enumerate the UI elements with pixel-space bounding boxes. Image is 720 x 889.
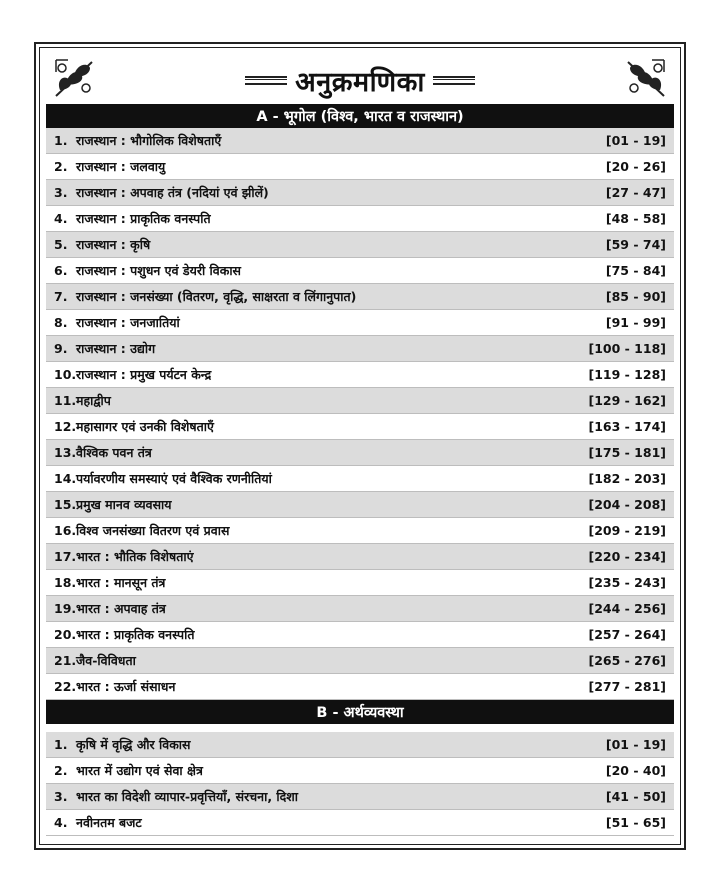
economy-list — [46, 732, 674, 836]
item-num: 1. — [54, 133, 68, 148]
list-item — [46, 518, 674, 544]
item-num: 9. — [54, 341, 68, 356]
item-range: [75 - 84] — [605, 263, 666, 278]
item-label: भारत का विदेशी व्यापार-प्रवृत्तियाँ, संरचना, दिशा — [76, 789, 299, 804]
list-item — [46, 388, 674, 414]
item-range: [257 - 264] — [588, 627, 666, 642]
list-item — [46, 310, 674, 336]
item-num: 18. — [54, 575, 77, 590]
item-num: 7. — [54, 289, 68, 304]
item-label: राजस्थान : जनसंख्या (वितरण, वृद्धि, साक्षरता व लिंगानुपात) — [76, 289, 357, 304]
list-item — [46, 258, 674, 284]
item-num: 10. — [54, 367, 77, 382]
item-range: [209 - 219] — [588, 523, 666, 538]
title-row — [46, 52, 674, 108]
item-num: 17. — [54, 549, 77, 564]
item-num: 15. — [54, 497, 77, 512]
section-header-economy: B - अर्थव्यवस्था — [46, 700, 674, 724]
item-num: 14. — [54, 471, 77, 486]
item-label: भारत में उद्योग एवं सेवा क्षेत्र — [76, 763, 203, 778]
item-num: 6. — [54, 263, 68, 278]
item-label: राजस्थान : प्राकृतिक वनस्पति — [76, 211, 211, 226]
item-num: 2. — [54, 763, 68, 778]
item-label: राजस्थान : पशुधन एवं डेयरी विकास — [76, 263, 242, 278]
list-item — [46, 596, 674, 622]
item-label: राजस्थान : जनजातियां — [76, 315, 180, 330]
item-range: [51 - 65] — [605, 815, 666, 830]
item-range: [27 - 47] — [605, 185, 666, 200]
item-range: [48 - 58] — [605, 211, 666, 226]
list-item — [46, 284, 674, 310]
item-num: 2. — [54, 159, 68, 174]
item-label: नवीनतम बजट — [76, 815, 142, 830]
item-range: [59 - 74] — [605, 237, 666, 252]
item-range: [182 - 203] — [588, 471, 666, 486]
item-label: राजस्थान : कृषि — [76, 237, 151, 252]
item-label: भारत : ऊर्जा संसाधन — [76, 679, 176, 694]
list-item — [46, 622, 674, 648]
item-num: 3. — [54, 185, 68, 200]
item-range: [20 - 26] — [605, 159, 666, 174]
list-item — [46, 492, 674, 518]
item-label: पर्यावरणीय समस्याएं एवं वैश्विक रणनीतियां — [76, 471, 272, 486]
item-num: 19. — [54, 601, 77, 616]
item-label: राजस्थान : भौगोलिक विशेषताएँ — [76, 133, 222, 148]
list-item — [46, 570, 674, 596]
item-range: [01 - 19] — [605, 133, 666, 148]
inner-frame — [39, 47, 681, 845]
page-title: अनुक्रमणिका — [295, 66, 425, 98]
item-num: 21. — [54, 653, 77, 668]
floral-ornament-icon — [624, 58, 666, 98]
item-num: 8. — [54, 315, 68, 330]
item-num: 1. — [54, 737, 68, 752]
list-item — [46, 336, 674, 362]
item-label: प्रमुख मानव व्यवसाय — [76, 497, 172, 512]
item-range: [91 - 99] — [605, 315, 666, 330]
item-range: [220 - 234] — [588, 549, 666, 564]
item-num: 20. — [54, 627, 77, 642]
list-item — [46, 810, 674, 836]
list-item — [46, 732, 674, 758]
item-num: 11. — [54, 393, 77, 408]
list-item — [46, 758, 674, 784]
item-num: 4. — [54, 815, 68, 830]
item-num: 3. — [54, 789, 68, 804]
item-label: भारत : मानसून तंत्र — [76, 575, 166, 590]
item-label: राजस्थान : जलवायु — [76, 159, 166, 174]
item-label: राजस्थान : अपवाह तंत्र (नदियां एवं झीलें) — [76, 185, 269, 200]
page-frame — [34, 42, 686, 850]
item-label: भारत : अपवाह तंत्र — [76, 601, 166, 616]
list-item — [46, 362, 674, 388]
item-label: विश्व जनसंख्या वितरण एवं प्रवास — [76, 523, 230, 538]
item-range: [244 - 256] — [588, 601, 666, 616]
item-range: [265 - 276] — [588, 653, 666, 668]
item-range: [100 - 118] — [588, 341, 666, 356]
item-label: भारत : प्राकृतिक वनस्पति — [76, 627, 195, 642]
list-item — [46, 674, 674, 700]
item-label: वैश्विक पवन तंत्र — [76, 445, 152, 460]
item-num: 5. — [54, 237, 68, 252]
item-label: महाद्वीप — [76, 393, 111, 408]
list-item — [46, 414, 674, 440]
item-label: राजस्थान : उद्योग — [76, 341, 156, 356]
list-item — [46, 440, 674, 466]
title-divider-right — [433, 76, 475, 85]
item-range: [277 - 281] — [588, 679, 666, 694]
list-item — [46, 466, 674, 492]
item-label: राजस्थान : प्रमुख पर्यटन केन्द्र — [76, 367, 212, 382]
item-num: 4. — [54, 211, 68, 226]
item-range: [119 - 128] — [588, 367, 666, 382]
item-range: [20 - 40] — [605, 763, 666, 778]
list-item — [46, 206, 674, 232]
list-item — [46, 544, 674, 570]
item-label: भारत : भौतिक विशेषताएं — [76, 549, 194, 564]
list-item — [46, 180, 674, 206]
item-num: 22. — [54, 679, 77, 694]
item-range: [235 - 243] — [588, 575, 666, 590]
list-item — [46, 154, 674, 180]
item-label: जैव-विविधता — [76, 653, 136, 668]
item-num: 12. — [54, 419, 77, 434]
item-range: [41 - 50] — [605, 789, 666, 804]
item-range: [204 - 208] — [588, 497, 666, 512]
item-label: कृषि में वृद्धि और विकास — [76, 737, 191, 752]
item-range: [85 - 90] — [605, 289, 666, 304]
list-item — [46, 648, 674, 674]
item-num: 13. — [54, 445, 77, 460]
section-header-geography: A - भूगोल (विश्व, भारत व राजस्थान) — [46, 104, 674, 128]
item-range: [129 - 162] — [588, 393, 666, 408]
item-range: [163 - 174] — [588, 419, 666, 434]
floral-ornament-icon — [54, 58, 96, 98]
list-item — [46, 232, 674, 258]
title-divider-left — [245, 76, 287, 85]
item-range: [01 - 19] — [605, 737, 666, 752]
item-num: 16. — [54, 523, 77, 538]
item-label: महासागर एवं उनकी विशेषताएँ — [76, 419, 214, 434]
item-range: [175 - 181] — [588, 445, 666, 460]
list-item — [46, 784, 674, 810]
geography-list — [46, 128, 674, 700]
list-item — [46, 128, 674, 154]
